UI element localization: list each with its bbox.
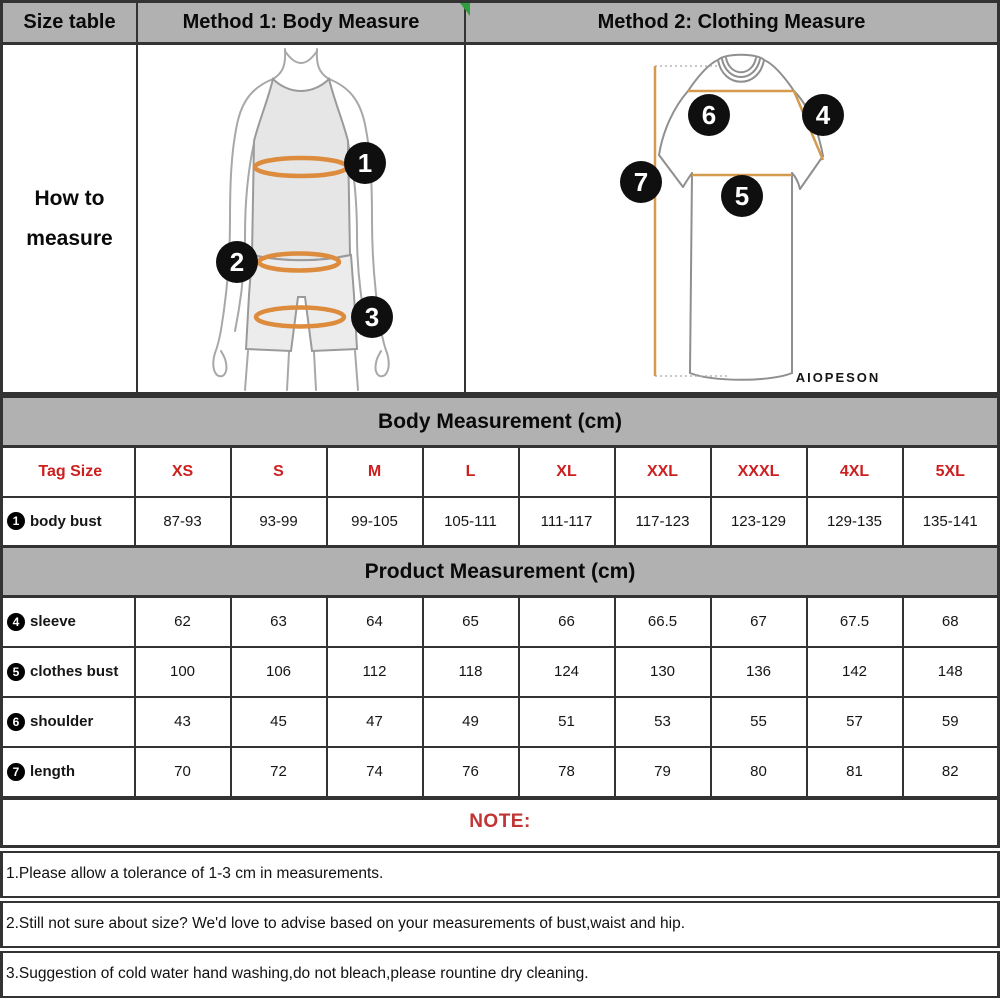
left-leg-inner [287,352,289,390]
note-item-3: 3.Suggestion of cold water hand washing,do not bleach,please rountine dry cleaning. [0,951,1000,998]
clothes-bust-value: 148 [903,647,999,697]
measurement-table [0,395,1000,798]
body-bust-value: 99-105 [327,497,423,547]
right-armpit [792,173,800,189]
sleeve-label: sleeve [30,613,76,631]
length-value: 81 [807,747,903,797]
sleeve-value: 65 [423,597,519,647]
product-measurement-section-row [2,547,999,597]
clothes-bust-value: 142 [807,647,903,697]
size-header-l: L [423,447,519,497]
tank-top-shape [252,79,350,260]
sleeve-value: 66 [519,597,615,647]
marker-2-badge: 2 [216,241,258,283]
shoulder-value: 51 [519,697,615,747]
clothes-bust-row [2,647,999,697]
shoulder-value: 45 [231,697,327,747]
body-bust-value: 93-99 [231,497,327,547]
marker-6-badge: 6 [688,94,730,136]
length-value: 80 [711,747,807,797]
clothes-bust-value: 136 [711,647,807,697]
body-bust-label: body bust [30,512,102,530]
right-hand [376,351,389,376]
length-value: 76 [423,747,519,797]
how-to-line2: measure [26,226,113,250]
sleeve-value: 67 [711,597,807,647]
tag-size-row [2,447,999,497]
body-bust-value: 123-129 [711,497,807,547]
circled-number: 5 [7,663,25,681]
body-bust-value: 105-111 [423,497,519,547]
body-bust-row [2,497,999,547]
product-measurement-title: Product Measurement (cm) [2,547,999,597]
method2-label: Method 2: Clothing Measure [597,11,866,33]
diagram-band [0,45,1000,395]
collar-arc-3 [726,58,756,72]
size-header-5xl: 5XL [903,447,999,497]
clothes-bust-value: 112 [327,647,423,697]
note-title-box [0,798,1000,848]
note-item-2: 2.Still not sure about size? We'd love to advise based on your measurements of bust,waist and hip. [0,901,1000,948]
tag-size-label: Tag Size [2,447,135,497]
length-value: 74 [327,747,423,797]
body-silhouette-graphic [138,45,464,395]
body-measurement-title: Body Measurement (cm) [2,397,999,447]
shoulder-value: 55 [711,697,807,747]
sleeve-value: 68 [903,597,999,647]
body-bust-value: 129-135 [807,497,903,547]
shoulder-value: 47 [327,697,423,747]
size-header-xl: XL [519,447,615,497]
marker-5-badge: 5 [721,175,763,217]
method1-header-cell [136,3,466,42]
shoulder-value: 49 [423,697,519,747]
length-value: 70 [135,747,231,797]
clothing-measure-diagram [466,45,997,392]
size-header-xxxl: XXXL [711,447,807,497]
how-to-line1: How to [34,186,105,210]
size-header-xxl: XXL [615,447,711,497]
shoulder-value: 57 [807,697,903,747]
length-label: length [30,763,75,780]
collar-outer-top [718,55,764,60]
length-row [2,747,999,797]
length-value: 72 [231,747,327,797]
shoulder-label: shoulder [30,713,94,730]
right-cuff-line [800,156,823,189]
left-hand [213,351,226,376]
body-bust-value: 111-117 [519,497,615,547]
shoulder-row [2,697,999,747]
left-cuff-line [659,155,683,187]
collar-v-line [285,51,317,63]
sleeve-value: 66.5 [615,597,711,647]
marker-1-badge: 1 [344,142,386,184]
body-measurement-section-row [2,397,999,447]
collar-arc-1 [718,60,764,82]
length-value: 82 [903,747,999,797]
body-measure-diagram [136,45,466,392]
marker-3-badge: 3 [351,296,393,338]
size-header-xs: XS [135,447,231,497]
clothes-bust-label: clothes bust [30,663,119,680]
circled-number: 1 [7,512,25,530]
clothes-bust-value: 118 [423,647,519,697]
clothes-bust-value: 124 [519,647,615,697]
shoulder-value: 53 [615,697,711,747]
sleeve-value: 64 [327,597,423,647]
body-bust-value: 117-123 [615,497,711,547]
top-header-band [0,0,1000,45]
body-bust-value: 135-141 [903,497,999,547]
circled-number: 7 [7,763,25,781]
circled-number: 6 [7,713,25,731]
neck-outline [317,49,329,79]
left-armpit [683,173,692,187]
sleeve-row [2,597,999,647]
how-to-measure-cell [3,45,136,392]
shoulder-value: 59 [903,697,999,747]
size-header-m: M [327,447,423,497]
clothes-bust-value: 100 [135,647,231,697]
neck-outline [273,49,285,79]
sleeve-value: 63 [231,597,327,647]
note-title: NOTE: [469,811,531,832]
method2-header-cell [466,3,997,42]
length-value: 79 [615,747,711,797]
circled-number: 4 [7,613,25,631]
body-bust-value: 87-93 [135,497,231,547]
method1-label: Method 1: Body Measure [182,11,420,33]
size-table-header-cell [3,3,136,42]
shoulder-value: 43 [135,697,231,747]
length-value: 78 [519,747,615,797]
right-leg [355,351,358,390]
marker-7-badge: 7 [620,161,662,203]
note-item-1: 1.Please allow a tolerance of 1-3 cm in measurements. [0,851,1000,898]
brand-text: AIOPESON [795,370,881,385]
sleeve-value: 67.5 [807,597,903,647]
sleeve-value: 62 [135,597,231,647]
left-leg [245,351,248,390]
size-header-s: S [231,447,327,497]
tshirt-graphic [466,45,993,395]
tshirt-left-side [690,173,692,373]
right-leg-inner [314,352,316,390]
clothes-bust-value: 106 [231,647,327,697]
size-header-4xl: 4XL [807,447,903,497]
size-table-label: Size table [23,11,116,33]
marker-4-badge: 4 [802,94,844,136]
clothes-bust-value: 130 [615,647,711,697]
